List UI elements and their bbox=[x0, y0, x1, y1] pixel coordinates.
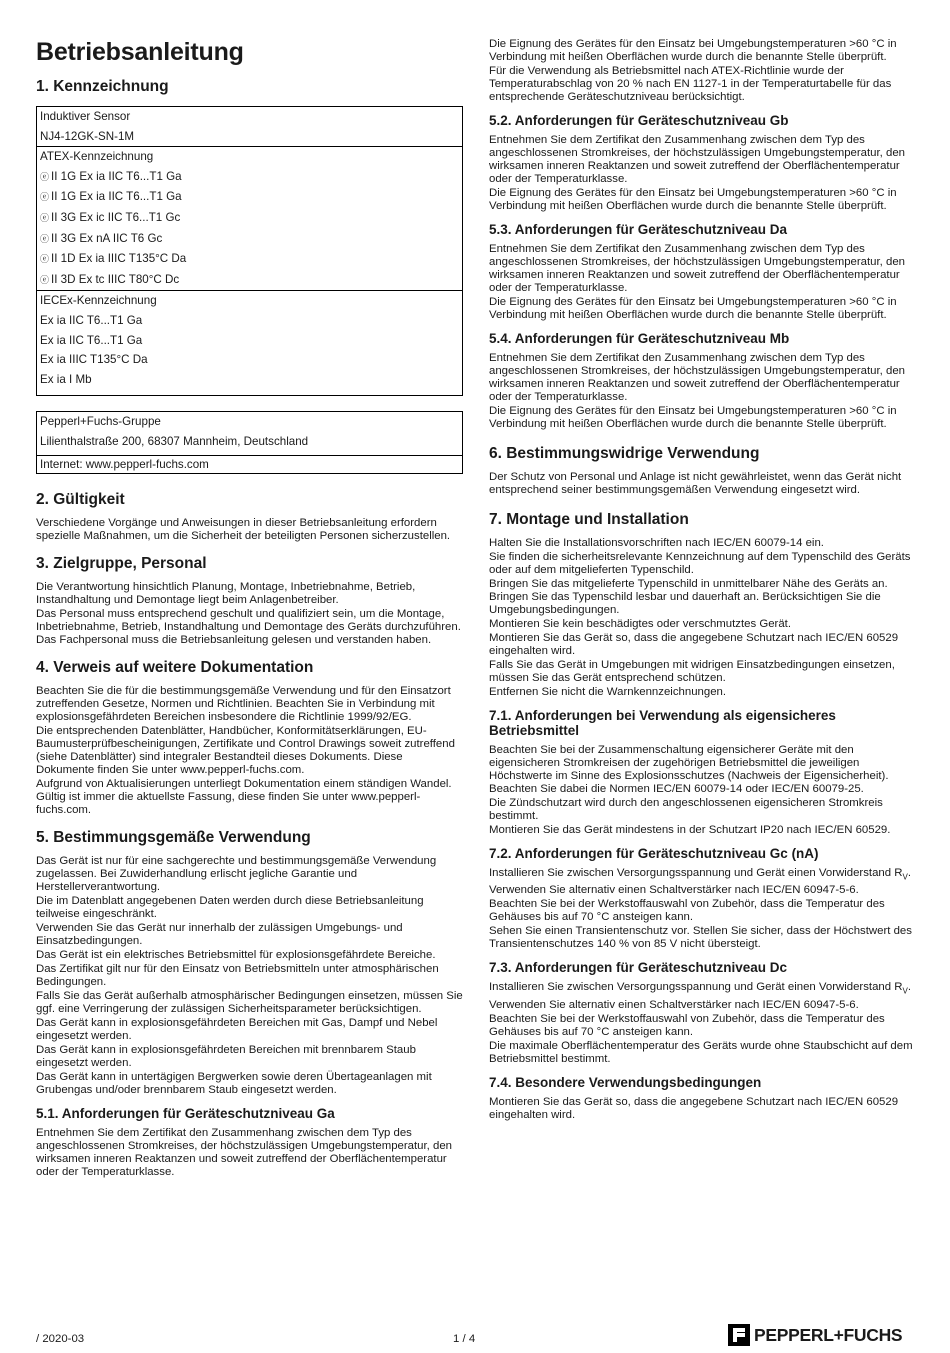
section-heading: 1. Kennzeichnung bbox=[36, 78, 169, 95]
atex-marking: II 1D Ex ia IIIC T135°C Da bbox=[51, 252, 187, 266]
box-line bbox=[37, 167, 462, 188]
box-line bbox=[37, 187, 462, 208]
section-heading: 7. Montage und Installation bbox=[489, 511, 689, 528]
paragraph: Verschiedene Vorgänge und Anweisungen in dieser Betriebsanleitung erfordern spezielle Maßnahmen, um die Sicherheit der beteiligten Personen sicherzustellen. bbox=[36, 516, 451, 542]
subsection-heading: 5.2. Anforderungen für Geräteschutzniveau Gb bbox=[489, 113, 789, 128]
subscript: V bbox=[902, 986, 908, 996]
paragraph bbox=[489, 981, 916, 997]
paragraph: Montieren Sie das Gerät mindestens in der Schutzart IP20 nach IEC/EN 60529. bbox=[489, 824, 891, 836]
paragraph: Die maximale Oberflächentemperatur des Geräts wurde ohne Staubschicht auf dem Betriebsmittel bestimmt. bbox=[489, 1039, 913, 1065]
ex-symbol-icon: ⓔ bbox=[40, 233, 50, 244]
paragraph: Die Eignung des Gerätes für den Einsatz bei Umgebungstemperaturen >60 °C in Verbindung mit heißen Oberflächen wurde durch die benannte Stelle überprüft. bbox=[489, 187, 897, 212]
box-line: Ex ia IIC T6...T1 Ga bbox=[40, 333, 143, 347]
paragraph: Sie finden die sicherheitsrelevante Kennzeichnung auf dem Typenschild des Geräts oder auf dem mitgelieferten Typenschild. bbox=[489, 551, 911, 576]
subscript: V bbox=[902, 872, 908, 882]
paragraph: Das Gerät ist nur für eine sachgerechte und bestimmungsgemäße Verwendung zugelassen. Bei Zuwiderhandlung erlischt jegliche Garantie und Herstellerverantwortung. bbox=[36, 854, 437, 893]
box-line: Induktiver Sensor bbox=[40, 110, 131, 123]
section-heading: 2. Gültigkeit bbox=[36, 490, 125, 508]
ex-symbol-icon: ⓔ bbox=[40, 254, 50, 265]
box-line bbox=[37, 229, 462, 250]
ex-symbol-icon: ⓔ bbox=[40, 274, 50, 285]
paragraph: Falls Sie das Gerät in Umgebungen mit widrigen Einsatzbedingungen einsetzen, müssen Sie das Gerät entsprechend schützen. bbox=[489, 659, 895, 684]
paragraph-text: Installieren Sie zwischen Versorgungsspannung und Gerät einen Vorwiderstand R bbox=[489, 867, 903, 879]
box-line: IECEx-Kennzeichnung bbox=[40, 294, 157, 308]
paragraph: Beachten Sie die für die bestimmungsgemäße Verwendung und für den Einsatzort zutreffenden Gesetze, Normen und Richtlinien. Beachten Sie in Verbindung mit explosionsgefährdeten Bereichen insbesondere die Richtlinie 1999/92/EG. bbox=[36, 684, 451, 723]
paragraph: Bringen Sie das mitgelieferte Typenschild in unmittelbarer Nähe des Geräts an. Bringen Sie das Typenschild lesbar und dauerhaft an. Berücksichtigen Sie die Umgebungsbedingungen. bbox=[489, 578, 888, 616]
brand-name: PEPPERL+FUCHS bbox=[754, 1324, 903, 1345]
box-line: Ex ia I Mb bbox=[40, 372, 92, 386]
paragraph: Beachten Sie bei der Werkstoffauswahl von Zubehör, dass die Temperatur des Gehäuses bis auf 70 °C ansteigen kann. bbox=[489, 898, 885, 924]
box-line: NJ4-12GK-SN-1M bbox=[40, 129, 135, 143]
paragraph: Für die Verwendung als Betriebsmittel nach ATEX-Richtlinie wurde der Temperaturabschlag von 20 % nach EN 1127-1 in der Temperaturtabelle für das entsprechende Geräteschutzniveau berücksichtigt. bbox=[489, 65, 892, 103]
section-heading: 6. Bestimmungswidrige Verwendung bbox=[489, 445, 760, 462]
atex-marking: II 3G Ex ic IIC T6...T1 Gc bbox=[51, 210, 181, 224]
paragraph: Die Eignung des Gerätes für den Einsatz bei Umgebungstemperaturen >60 °C in Verbindung mit heißen Oberflächen wurde durch die benannte Stelle überprüft. bbox=[489, 296, 897, 321]
paragraph-text: Installieren Sie zwischen Versorgungsspannung und Gerät einen Vorwiderstand R bbox=[489, 981, 903, 994]
document-title: Betriebsanleitung bbox=[36, 38, 244, 66]
paragraph: Sehen Sie einen Transientenschutz vor. Stellen Sie sicher, dass der Höchstwert des Transientenschutzes 140 % von 85 V nicht übersteigt. bbox=[489, 925, 912, 951]
page-number: 1 / 4 bbox=[453, 1333, 476, 1345]
paragraph: Beachten Sie bei der Zusammenschaltung eigensicherer Geräte mit den eigensicheren Stromkreisen der zugehörigen Betriebsmittel die jeweiligen Höchstwerte im Sinne des Explosionsschutzes (Nachweis der Eigensicherheit). Beachten Sie dabei die Normen IEC/EN 60079-14 oder IEC/EN 60079-25. bbox=[489, 744, 889, 795]
atex-marking: II 1G Ex ia IIC T6...T1 Ga bbox=[51, 169, 182, 183]
paragraph: Das Gerät kann in explosionsgefährdeten Bereichen mit Gas, Dampf und Nebel eingesetzt werden. bbox=[36, 1016, 438, 1042]
paragraph: Die Zündschutzart wird durch den angeschlossenen eigensicheren Stromkreis bestimmt. bbox=[489, 797, 883, 822]
box-line: Ex ia IIIC T135°C Da bbox=[40, 353, 148, 367]
paragraph: Das Gerät kann in explosionsgefährdeten Bereichen mit brennbarem Staub eingesetzt werden. bbox=[36, 1043, 416, 1069]
atex-marking: II 3D Ex tc IIIC T80°C Dc bbox=[51, 272, 180, 286]
paragraph: Beachten Sie bei der Werkstoffauswahl von Zubehör, dass die Temperatur des Gehäuses bis auf 70 °C ansteigen kann. bbox=[489, 1012, 885, 1038]
manufacturer-box bbox=[36, 411, 463, 473]
website-link[interactable]: Internet: www.pepperl-fuchs.com bbox=[40, 457, 209, 471]
box-line: Pepperl+Fuchs-Gruppe bbox=[40, 415, 161, 429]
paragraph bbox=[489, 867, 916, 883]
paragraph: Montieren Sie das Gerät so, dass die angegebene Schutzart nach IEC/EN 60529 eingehalten wird. bbox=[489, 632, 899, 657]
subsection-heading: 5.4. Anforderungen für Geräteschutzniveau Mb bbox=[489, 331, 790, 346]
address-group bbox=[37, 412, 462, 455]
paragraph: Entnehmen Sie dem Zertifikat den Zusammenhang zwischen dem Typ des angeschlossenen Stromkreises, der höchstzulässigen Umgebungstemperatur, den wirksamen inneren Reaktanzen und soweit zutreffend der Oberflächentemperatur oder der Temperaturklasse. bbox=[489, 352, 905, 403]
ex-symbol-icon: ⓔ bbox=[40, 171, 50, 182]
paragraph: Das Zertifikat gilt nur für den Einsatz von Betriebsmitteln unter atmosphärischen Bedingungen. bbox=[36, 962, 439, 988]
brand-logo bbox=[728, 1324, 902, 1346]
paragraph: Das Gerät ist ein elektrisches Betriebsmittel für explosionsgefährdete Bereiche. bbox=[36, 948, 436, 961]
paragraph: Die Verantwortung hinsichtlich Planung, Montage, Inbetriebnahme, Betrieb, Instandhaltung und Demontage liegt beim Anlagenbetreiber. bbox=[36, 580, 416, 606]
pf-logo-icon bbox=[728, 1324, 750, 1346]
box-line bbox=[37, 270, 462, 291]
box-line: ATEX-Kennzeichnung bbox=[40, 150, 154, 164]
section-heading: 4. Verweis auf weitere Dokumentation bbox=[36, 658, 314, 676]
atex-group bbox=[37, 147, 462, 291]
footer-date: / 2020-03 bbox=[36, 1333, 85, 1345]
paragraph: Entfernen Sie nicht die Warnkennzeichnungen. bbox=[489, 686, 727, 698]
paragraph: Entnehmen Sie dem Zertifikat den Zusammenhang zwischen dem Typ des angeschlossenen Stromkreises, der höchstzulässigen Umgebungstemperatur, den wirksamen inneren Reaktanzen und soweit zutreffend der Oberflächentemperatur oder der Temperaturklasse. bbox=[489, 243, 905, 294]
paragraph: Die im Datenblatt angegebenen Daten werden durch diese Betriebsanleitung teilweise eingeschränkt. bbox=[36, 894, 424, 920]
paragraph: Verwenden Sie alternativ einen Schaltverstärker nach IEC/EN 60947-5-6. bbox=[489, 998, 859, 1011]
paragraph: Das Gerät kann in untertägigen Bergwerken sowie deren Übertageanlagen mit Grubengas und/oder brennbarem Staub eingesetzt werden. bbox=[36, 1070, 432, 1096]
paragraph: Falls Sie das Gerät außerhalb atmosphärischer Bedingungen einsetzen, müssen Sie ggf. eine Verringerung der zulässigen Sicherheitsparameter berücksichtigen. bbox=[36, 989, 463, 1015]
paragraph: Montieren Sie das Gerät so, dass die angegebene Schutzart nach IEC/EN 60529 eingehalten wird. bbox=[489, 1095, 899, 1121]
paragraph: Entnehmen Sie dem Zertifikat den Zusammenhang zwischen dem Typ des angeschlossenen Stromkreises, der höchstzulässigen Umgebungstemperatur, den wirksamen inneren Reaktanzen und soweit zutreffend der Oberflächentemperatur oder der Temperaturklasse. bbox=[36, 1126, 452, 1178]
ex-symbol-icon: ⓔ bbox=[40, 212, 50, 223]
subsection-heading: 7.2. Anforderungen für Geräteschutzniveau Gc (nA) bbox=[489, 846, 819, 861]
box-line: Ex ia IIC T6...T1 Ga bbox=[40, 313, 143, 327]
sensor-group bbox=[37, 107, 462, 147]
paragraph: Aufgrund von Aktualisierungen unterliegt Dokumentation einem ständigen Wandel. Gültig ist immer die aktuellste Fassung, diese finden Sie unter www.pepperl-fuchs.com. bbox=[36, 777, 452, 816]
internet-group bbox=[37, 456, 462, 473]
box-line: Lilienthalstraße 200, 68307 Mannheim, Deutschland bbox=[40, 434, 309, 448]
iecex-group bbox=[37, 291, 462, 395]
paragraph: Entnehmen Sie dem Zertifikat den Zusammenhang zwischen dem Typ des angeschlossenen Stromkreises, der höchstzulässigen Umgebungstemperatur, den wirksamen inneren Reaktanzen und soweit zutreffend der Oberflächentemperatur oder der Temperaturklasse. bbox=[489, 134, 905, 185]
subsection-heading: 5.3. Anforderungen für Geräteschutzniveau Da bbox=[489, 222, 788, 237]
subsection-heading: 5.1. Anforderungen für Geräteschutzniveau Ga bbox=[36, 1105, 335, 1121]
paragraph: Verwenden Sie das Gerät nur innerhalb der zulässigen Umgebungs- und Einsatzbedingungen. bbox=[36, 921, 403, 947]
paragraph: Das Personal muss entsprechend geschult und qualifiziert sein, um die Montage, Inbetriebnahme, Betrieb, Instandhaltung und Demontage des Geräts durchzuführen. Das Fachpersonal muss die Betriebsanleitung gelesen und verstanden haben. bbox=[36, 607, 461, 646]
paragraph-end: . bbox=[907, 981, 911, 994]
subsection-heading: 7.1. Anforderungen bei Verwendung als eigensicheres Betriebsmittel bbox=[489, 708, 836, 738]
box-line bbox=[37, 208, 462, 229]
paragraph: Montieren Sie kein beschädigtes oder verschmutztes Gerät. bbox=[489, 618, 792, 630]
paragraph-end: . bbox=[907, 867, 911, 879]
section-heading: 5. Bestimmungsgemäße Verwendung bbox=[36, 828, 311, 846]
section-heading: 3. Zielgruppe, Personal bbox=[36, 554, 207, 572]
atex-marking: II 1G Ex ia IIC T6...T1 Ga bbox=[51, 190, 182, 204]
atex-marking: II 3G Ex nA IIC T6 Gc bbox=[51, 231, 163, 245]
subsection-heading: 7.3. Anforderungen für Geräteschutzniveau Dc bbox=[489, 960, 788, 976]
left-column bbox=[36, 74, 463, 1180]
subsection-heading: 7.4. Besondere Verwendungsbedingungen bbox=[489, 1074, 762, 1090]
paragraph: Verwenden Sie alternativ einen Schaltverstärker nach IEC/EN 60947-5-6. bbox=[489, 884, 859, 897]
paragraph: Die entsprechenden Datenblätter, Handbücher, Konformitätserklärungen, EU-Baumusterprüfbescheinigungen, Zertifikate und Control Drawings soweit zutreffend (siehe Datenblätter) sind integraler Bestandteil dieses Dokuments. Diese Dokumente finden Sie unter www.pepperl-fuchs.com. bbox=[36, 724, 455, 776]
paragraph: Die Eignung des Gerätes für den Einsatz bei Umgebungstemperaturen >60 °C in Verbindung mit heißen Oberflächen wurde durch die benannte Stelle überprüft. bbox=[489, 38, 897, 63]
ex-symbol-icon: ⓔ bbox=[40, 192, 50, 203]
right-column bbox=[489, 38, 916, 1123]
paragraph: Halten Sie die Installationsvorschriften nach IEC/EN 60079-14 ein. bbox=[489, 537, 824, 549]
box-line bbox=[37, 249, 462, 270]
paragraph: Die Eignung des Gerätes für den Einsatz bei Umgebungstemperaturen >60 °C in Verbindung mit heißen Oberflächen wurde durch die benannte Stelle überprüft. bbox=[489, 405, 897, 430]
identification-box bbox=[36, 106, 463, 396]
paragraph: Der Schutz von Personal und Anlage ist nicht gewährleistet, wenn das Gerät nicht entsprechend seiner bestimmungsgemäßen Verwendung eingesetzt wird. bbox=[489, 471, 902, 496]
